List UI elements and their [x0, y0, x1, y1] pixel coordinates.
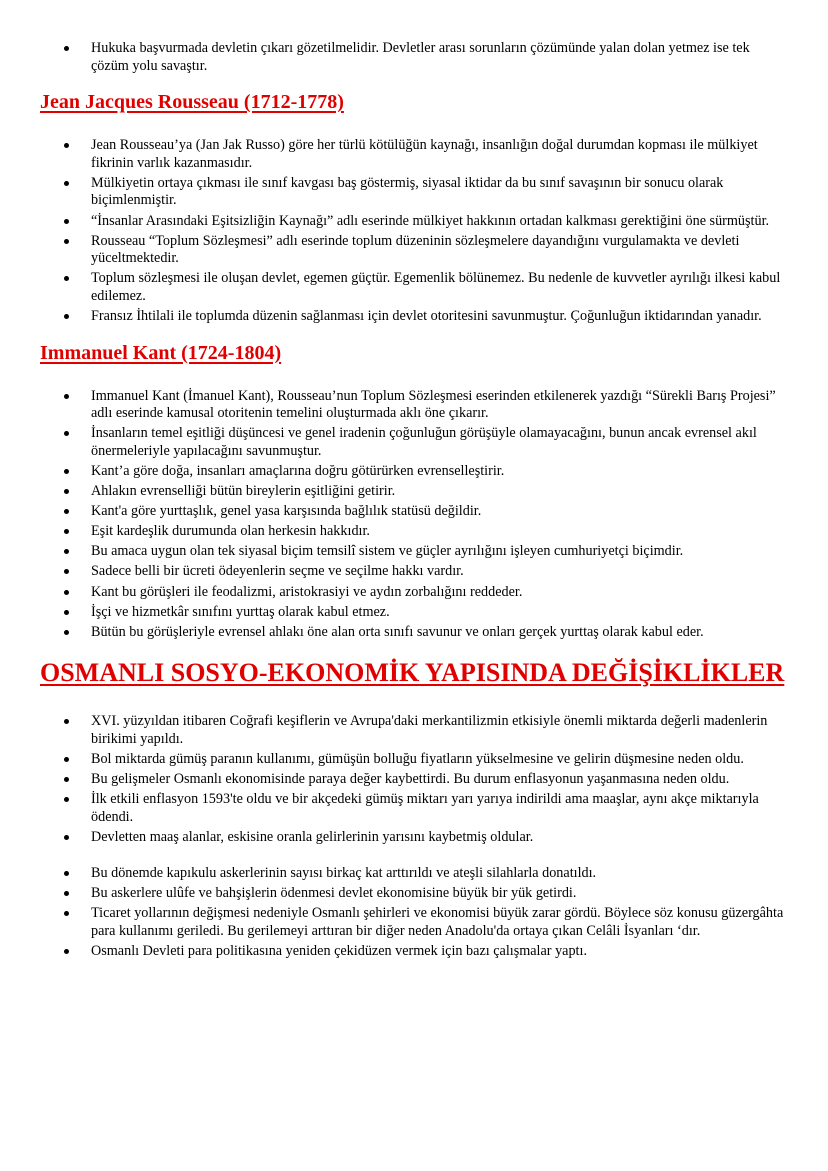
list-item: Fransız İhtilali ile toplumda düzenin sağlanması için devlet otoritesini savunmuştur. Çoğunluğun iktidarından yanadır.: [88, 308, 788, 326]
osmanli-list-b: [40, 865, 788, 960]
list-item: Mülkiyetin ortaya çıkması ile sınıf kavgası baş göstermiş, siyasal iktidar da bu sınıf savaşının bir sonucu olarak biçimlenmiştir.: [88, 175, 788, 210]
list-item: Osmanlı Devleti para politikasına yeniden çekidüzen vermek için bazı çalışmalar yaptı.: [88, 943, 788, 961]
bullet-icon: [64, 46, 69, 51]
list-item: Bu amaca uygun olan tek siyasal biçim temsilî sistem ve güçler ayrılığını işleyen cumhuriyetçi biçimdir.: [88, 543, 788, 561]
list-item: İlk etkili enflasyon 1593'te oldu ve bir akçedeki gümüş miktarı yarı yarıya indirildi ama maaşlar, aynı akçe miktarıyla ödendi.: [88, 791, 788, 826]
bullet-icon: [64, 314, 69, 319]
list-item: Kant’a göre doğa, insanları amaçlarına doğru götürürken evrenselleştirir.: [88, 463, 788, 481]
bullet-icon: [64, 469, 69, 474]
rousseau-list: [40, 137, 788, 325]
bullet-icon: [64, 549, 69, 554]
bullet-icon: [64, 835, 69, 840]
list-item: İnsanların temel eşitliği düşüncesi ve genel iradenin çoğunluğun görüşüyle olamayacağını, bunun ancak evrensel akıl önermeleriyle yapılacağını savunmuştur.: [88, 425, 788, 460]
list-item: “İnsanlar Arasındaki Eşitsizliğin Kaynağı” adlı eserinde mülkiyet hakkının ortadan kalkması gerektiğini öne sürmüştür.: [88, 213, 788, 231]
rousseau-heading: Jean Jacques Rousseau (1712-1778): [40, 91, 344, 114]
list-item: Bu gelişmeler Osmanlı ekonomisinde paraya değer kaybettirdi. Bu durum enflasyonun yaşanmasına neden oldu.: [88, 771, 788, 789]
bullet-icon: [64, 610, 69, 615]
bullet-icon: [64, 777, 69, 782]
bullet-icon: [64, 797, 69, 802]
list-item: Immanuel Kant (İmanuel Kant), Rousseau’nun Toplum Sözleşmesi eserinden etkilenerek yazdığı “Sürekli Barış Projesi” adlı eserinde kamusal otoritenin temelini oluşturmada aklı öne çıkarır.: [88, 388, 788, 423]
osmanli-list-a: [40, 713, 788, 846]
bullet-icon: [64, 911, 69, 916]
intro-list: [40, 40, 788, 75]
list-item: Eşit kardeşlik durumunda olan herkesin hakkıdır.: [88, 523, 788, 541]
list-item: Sadece belli bir ücreti ödeyenlerin seçme ve seçilme hakkı vardır.: [88, 563, 788, 581]
bullet-icon: [64, 276, 69, 281]
kant-list: [40, 388, 788, 642]
bullet-icon: [64, 949, 69, 954]
bullet-icon: [64, 757, 69, 762]
list-item: Jean Rousseau’ya (Jan Jak Russo) göre her türlü kötülüğün kaynağı, insanlığın doğal durumdan kopması ile mülkiyet fikrinin varlık kazanmasıdır.: [88, 137, 788, 172]
list-item: Devletten maaş alanlar, eskisine oranla gelirlerinin yarısını kaybetmiş oldular.: [88, 829, 788, 847]
bullet-icon: [64, 431, 69, 436]
bullet-icon: [64, 509, 69, 514]
list-item: Toplum sözleşmesi ile oluşan devlet, egemen güçtür. Egemenlik bölünemez. Bu nedenle de kuvvetler ayrılığı ilkesi kabul edilemez.: [88, 270, 788, 305]
bullet-icon: [64, 219, 69, 224]
bullet-icon: [64, 719, 69, 724]
list-item: Kant bu görüşleri ile feodalizmi, aristokrasiyi ve aydın zorbalığını reddeder.: [88, 584, 788, 602]
bullet-icon: [64, 630, 69, 635]
bullet-icon: [64, 394, 69, 399]
list-item: Bol miktarda gümüş paranın kullanımı, gümüşün bolluğu fiyatların yükselmesine ve gelirin düşmesine neden oldu.: [88, 751, 788, 769]
list-item: Bütün bu görüşleriyle evrensel ahlakı öne alan orta sınıfı savunur ve onları gerçek yurttaş olarak kabul eder.: [88, 624, 788, 642]
bullet-icon: [64, 181, 69, 186]
bullet-icon: [64, 239, 69, 244]
list-item: Hukuka başvurmada devletin çıkarı gözetilmelidir. Devletler arası sorunların çözümünde yalan dolan yetmez ise tek çözüm yolu savaştır.: [88, 40, 788, 75]
bullet-icon: [64, 590, 69, 595]
list-item: Rousseau “Toplum Sözleşmesi” adlı eserinde toplum düzeninin sözleşmelere dayandığını vurgulamakta ve devleti yüceltmektedir.: [88, 233, 788, 268]
list-item: XVI. yüzyıldan itibaren Coğrafi keşiflerin ve Avrupa'daki merkantilizmin etkisiyle önemli miktarda değerli madenlerin birikimi yapıldı.: [88, 713, 788, 748]
bullet-icon: [64, 569, 69, 574]
bullet-icon: [64, 489, 69, 494]
list-item: Kant'a göre yurttaşlık, genel yasa karşısında bağlılık statüsü değildir.: [88, 503, 788, 521]
list-item: Ahlakın evrenselliği bütün bireylerin eşitliğini getirir.: [88, 483, 788, 501]
list-item: Bu dönemde kapıkulu askerlerinin sayısı birkaç kat arttırıldı ve ateşli silahlarla donatıldı.: [88, 865, 788, 883]
list-gap: [40, 849, 788, 865]
bullet-icon: [64, 143, 69, 148]
list-item: Bu askerlere ulûfe ve bahşişlerin ödenmesi devlet ekonomisine büyük bir yük getirdi.: [88, 885, 788, 903]
kant-heading: Immanuel Kant (1724-1804): [40, 341, 282, 364]
bullet-icon: [64, 529, 69, 534]
osmanli-heading: OSMANLI SOSYO-EKONOMİK YAPISINDA DEĞİŞİKLİKLER: [40, 658, 785, 688]
bullet-icon: [64, 871, 69, 876]
list-item: İşçi ve hizmetkâr sınıfını yurttaş olarak kabul etmez.: [88, 604, 788, 622]
list-item: Ticaret yollarının değişmesi nedeniyle Osmanlı şehirleri ve ekonomisi büyük zarar gördü. Böylece söz konusu güzergâhta para kullanımı geriledi. Bu gerilemeyi arttıran bir diğer neden Anadolu'da ortaya çıkan Celâli İsyanları ‘dır.: [88, 905, 788, 940]
bullet-icon: [64, 891, 69, 896]
